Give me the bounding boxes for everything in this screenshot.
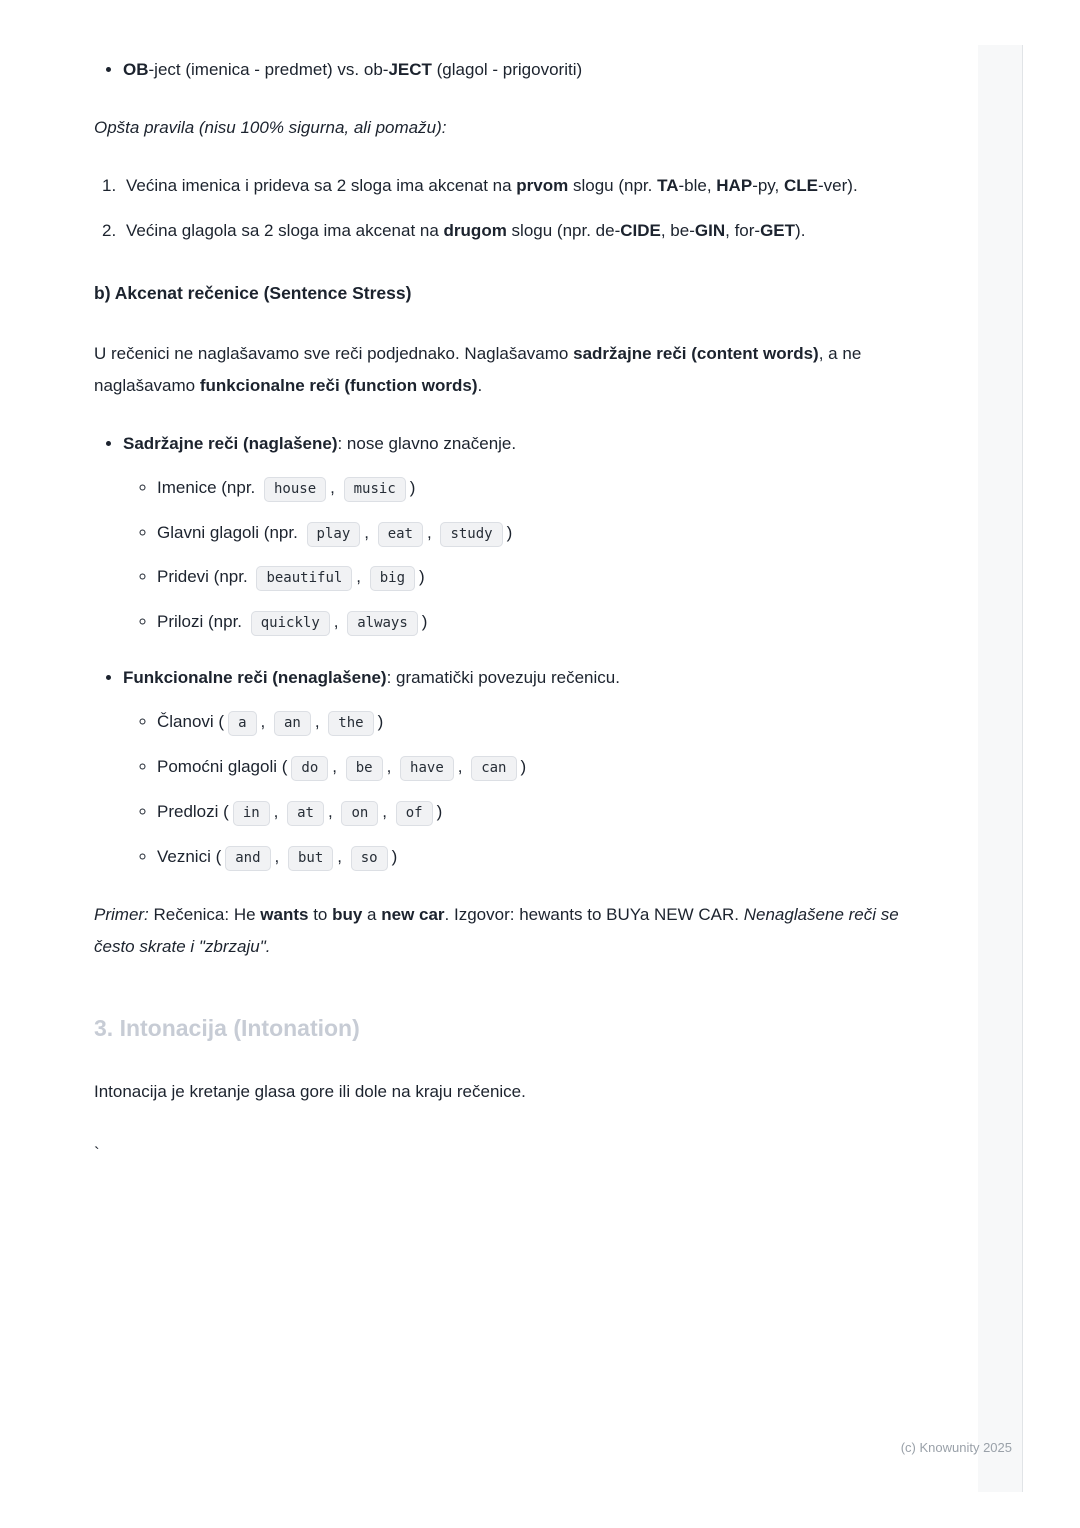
separator: , [314,712,325,732]
code-chip: the [328,711,373,736]
example-label: Primer: [94,905,149,925]
code-chip: do [291,756,328,781]
list-item-content-words [123,428,910,639]
bold-text: CIDE [620,220,661,240]
separator: , [427,522,437,542]
code-chip: play [307,522,361,547]
example-paragraph [94,899,910,963]
separator: , [356,567,366,587]
separator: , [332,757,342,777]
separator: , [457,757,468,777]
separator: , [273,802,284,822]
separator: , [274,847,284,867]
text-segment: -ject (imenica - predmet) vs. ob- [148,60,389,79]
text-segment: : nose glavno značenje. [337,433,517,453]
bold-text: prvom [516,175,569,195]
list-item [157,561,910,593]
text-segment: -ver). [818,175,858,195]
separator: , [386,757,397,777]
item-suffix: ) [377,712,384,732]
list-item [157,517,910,549]
list-item-ob-ject [123,54,910,86]
text-segment: U rečenici ne naglašavamo sve reči podjednako. Naglašavamo [94,343,574,363]
list-item-text [126,215,910,247]
text-segment: , a ne naglašavamo [94,343,862,395]
text-segment: Većina glagola sa 2 sloga ima akcenat na [126,220,444,240]
numbered-rules-list [94,170,910,247]
bold-text: OB [123,60,149,79]
general-rules-intro: Opšta pravila (nisu 100% sigurna, ali pomažu): [94,117,447,137]
bold-text: funkcionalne reči (function words) [199,375,478,395]
text-segment: a [362,905,382,925]
text-segment: . [477,375,483,395]
code-chip: on [341,801,378,826]
list-item-function-words [123,662,910,873]
list-item [157,841,910,873]
content-words-sublist [123,472,910,639]
bold-text: wants [260,905,309,925]
code-chip: so [351,846,388,871]
list-number: 1. [102,175,117,195]
separator: , [364,522,374,542]
item-prefix: Članovi ( [157,712,225,732]
item-suffix: ) [520,757,527,777]
text-segment: to [308,905,333,925]
bold-text: buy [332,905,363,925]
footer-copyright: (c) Knowunity 2025 [900,1440,1012,1455]
bold-text: JECT [388,60,432,79]
numbered-item-1 [102,170,910,202]
item-suffix: ) [506,522,513,542]
code-chip: study [440,522,502,547]
code-chip: music [344,477,406,502]
intonation-paragraph: Intonacija je kretanje glasa gore ili dole na kraju rečenice. [94,1082,526,1102]
bold-text: GET [760,220,796,240]
italic-text: Nenaglašene reči se često skrate i "zbrzaju". [94,905,899,957]
bold-text: GIN [694,220,726,240]
code-chip: can [471,756,516,781]
item-suffix: ) [391,847,398,867]
text-segment: Većina imenica i prideva sa 2 sloga ima akcenat na [126,175,517,195]
list-number: 2. [102,220,117,240]
code-chip: have [400,756,454,781]
code-chip: big [370,566,415,591]
code-chip: an [274,711,311,736]
text-segment: . Izgovor: hewants to BUYa NEW CAR. [444,905,744,925]
bold-text: Funkcionalne reči (nenaglašene) [123,668,387,688]
item-prefix: Imenice (npr. [157,477,260,497]
text-segment: : gramatički povezuju rečenicu. [386,668,620,688]
code-chip: a [228,711,256,736]
list-item [157,706,910,738]
intonation-heading: 3. Intonacija (Intonation) [94,1015,360,1042]
word-categories-list [94,428,910,874]
code-chip: always [347,611,418,636]
list-item [157,606,910,638]
stray-backtick: ` [94,1144,100,1164]
text-segment: -ble, [678,175,717,195]
text-segment: ). [795,220,806,240]
code-chip: at [287,801,324,826]
text-segment: slogu (npr. de- [506,220,621,240]
text-segment: , for- [725,220,761,240]
code-chip: house [264,477,326,502]
numbered-item-2 [102,215,910,247]
code-chip: of [396,801,433,826]
code-chip: in [233,801,270,826]
item-prefix: Glavni glagoli (npr. [157,522,303,542]
text-segment: (glagol - prigovoriti) [431,60,583,79]
list-item [157,472,910,504]
separator: , [337,847,347,867]
bold-text: TA [657,175,679,195]
code-chip: and [225,846,270,871]
separator: , [260,712,270,732]
list-item [157,751,910,783]
separator: , [382,802,392,822]
text-segment: slogu (npr. [568,175,658,195]
item-prefix: Pomoćni glagoli ( [157,757,288,777]
item-suffix: ) [436,802,443,822]
document-content [94,54,910,1170]
item-suffix: ) [421,612,428,632]
item-prefix: Predlozi ( [157,802,229,822]
stress-example-list [94,54,910,86]
bold-text: CLE [784,175,818,195]
separator: , [327,802,338,822]
text-segment: Rečenica: He [148,905,261,925]
code-chip: be [346,756,383,781]
item-prefix: Prilozi (npr. [157,612,247,632]
bold-text: Sadržajne reči (naglašene) [123,433,338,453]
item-prefix: Veznici ( [157,847,222,867]
bold-text: drugom [443,220,507,240]
code-chip: eat [378,522,423,547]
separator: , [333,612,344,632]
separator: , [330,477,340,497]
code-chip: beautiful [256,566,352,591]
item-prefix: Pridevi (npr. [157,567,253,587]
code-chip: but [288,846,333,871]
bold-text: HAP [716,175,753,195]
code-chip: quickly [251,611,330,636]
bold-text: new car [381,905,445,925]
list-item [157,796,910,828]
function-words-sublist [123,706,910,873]
bold-text: sadržajne reči (content words) [573,343,819,363]
section-heading-sentence-stress: b) Akcenat rečenice (Sentence Stress) [94,282,412,303]
text-segment: -py, [752,175,784,195]
list-item-text [126,170,910,202]
page-edge-strip [978,45,1023,1492]
sentence-stress-paragraph [94,338,910,402]
item-suffix: ) [409,477,416,497]
item-suffix: ) [419,567,425,587]
text-segment: , be- [660,220,695,240]
